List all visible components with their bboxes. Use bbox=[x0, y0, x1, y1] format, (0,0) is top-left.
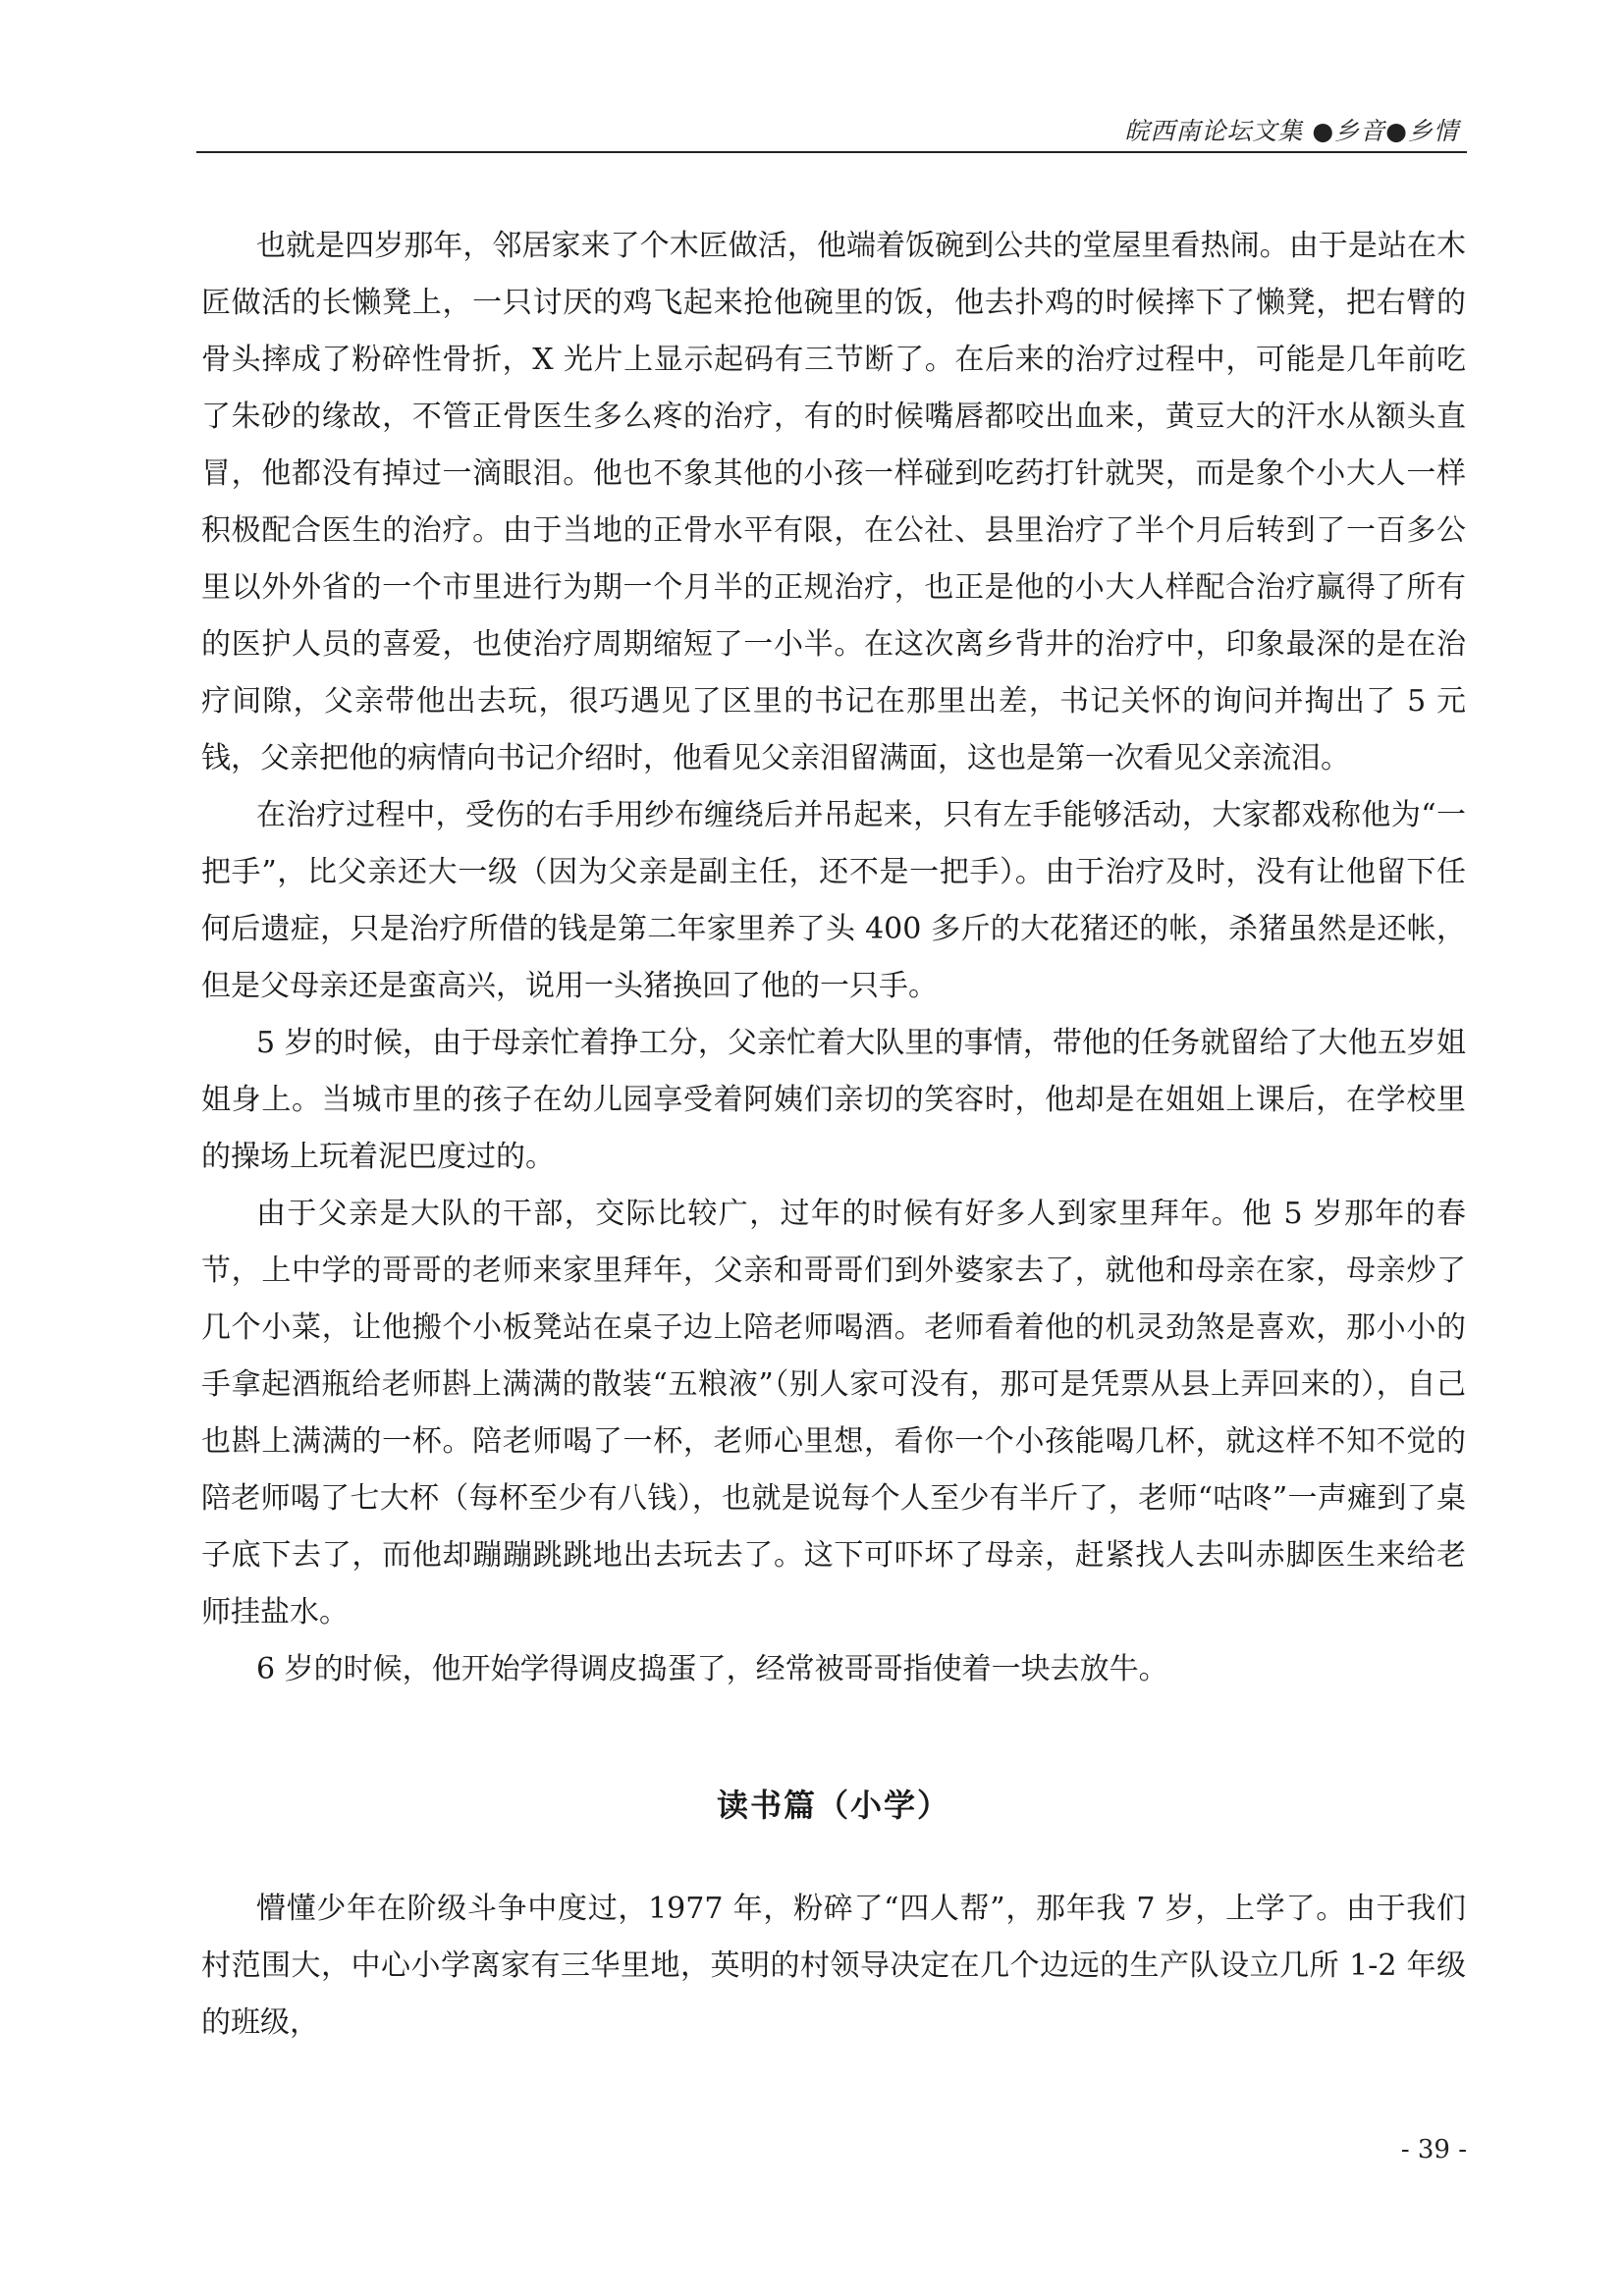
paragraph: 懵懂少年在阶级斗争中度过，1977 年，粉碎了“四人帮”，那年我 7 岁，上学了。由于我们村范围大，中心小学离家有三华里地，英明的村领导决定在几个边远的生产队设立几所 1-2 年级的班级， bbox=[201, 1892, 1466, 2040]
section-title: 读书篇（小学） bbox=[716, 1787, 950, 1824]
paragraph: 也就是四岁那年，邻居家来了个木匠做活，他端着饭碗到公共的堂屋里看热闹。由于是站在木匠做活的长懒凳上，一只讨厌的鸡飞起来抢他碗里的饭，他去扑鸡的时候摔下了懒凳，把右臂的骨头摔成了粉碎性骨折，X 光片上显示起码有三节断了。在后来的治疗过程中，可能是几年前吃了朱砂的缘故，不管正骨医生多么疼的治疗，有的时候嘴唇都咬出血来，黄豆大的汗水从额头直冒，他都没有掉过一滴眼泪。他也不象其他的小孩一样碰到吃药打针就哭，而是象个小大人一样积极配合医生的治疗。由于当地的正骨水平有限，在公社、县里治疗了半个月后转到了一百多公里以外外省的一个市里进行为期一个月半的正规治疗，也正是他的小大人样配合治疗赢得了所有的医护人员的喜爱，也使治疗周期缩短了一小半。在这次离乡背井的治疗中，印象最深的是在治疗间隙，父亲带他出去玩，很巧遇见了区里的书记在那里出差，书记关怀的询问并掏出了 5 元钱，父亲把他的病情向书记介绍时，他看见父亲泪留满面，这也是第一次看见父亲流泪。 bbox=[201, 229, 1466, 775]
document-body bbox=[201, 218, 1466, 2052]
page-number: - 39 - bbox=[1400, 2135, 1467, 2164]
paragraph: 5 岁的时候，由于母亲忙着挣工分，父亲忙着大队里的事情，带他的任务就留给了大他五岁姐姐身上。当城市里的孩子在幼儿园享受着阿姨们亲切的笑容时，他却是在姐姐上课后，在学校里的操场上玩着泥巴度过的。 bbox=[201, 1026, 1466, 1174]
paragraph: 6 岁的时候，他开始学得调皮捣蛋了，经常被哥哥指使着一块去放牛。 bbox=[256, 1652, 1168, 1686]
running-header bbox=[196, 108, 1467, 153]
running-title: 皖西南论坛文集 ●乡音●乡情 bbox=[1124, 117, 1459, 145]
paragraph: 在治疗过程中，受伤的右手用纱布缠绕后并吊起来，只有左手能够活动，大家都戏称他为“一把手”，比父亲还大一级（因为父亲是副主任，还不是一把手）。由于治疗及时，没有让他留下任何后遗症，只是治疗所借的钱是第二年家里养了头 400 多斤的大花猪还的帐，杀猪虽然是还帐，但是父母亲还是蛮高兴，说用一头猪换回了他的一只手。 bbox=[201, 798, 1466, 1003]
paragraph: 由于父亲是大队的干部，交际比较广，过年的时候有好多人到家里拜年。他 5 岁那年的春节，上中学的哥哥的老师来家里拜年，父亲和哥哥们到外婆家去了，就他和母亲在家，母亲炒了几个小菜，让他搬个小板凳站在桌子边上陪老师喝酒。老师看着他的机灵劲煞是喜欢，那小小的手拿起酒瓶给老师斟上满满的散装“五粮液”（别人家可没有，那可是凭票从县上弄回来的），自己也斟上满满的一杯。陪老师喝了一杯，老师心里想，看你一个小孩能喝几杯，就这样不知不觉的陪老师喝了七大杯（每杯至少有八钱），也就是说每个人至少有半斤了，老师“咕咚”一声瘫到了桌子底下去了，而他却蹦蹦跳跳地出去玩去了。这下可吓坏了母亲，赶紧找人去叫赤脚医生来给老师挂盐水。 bbox=[201, 1197, 1466, 1629]
